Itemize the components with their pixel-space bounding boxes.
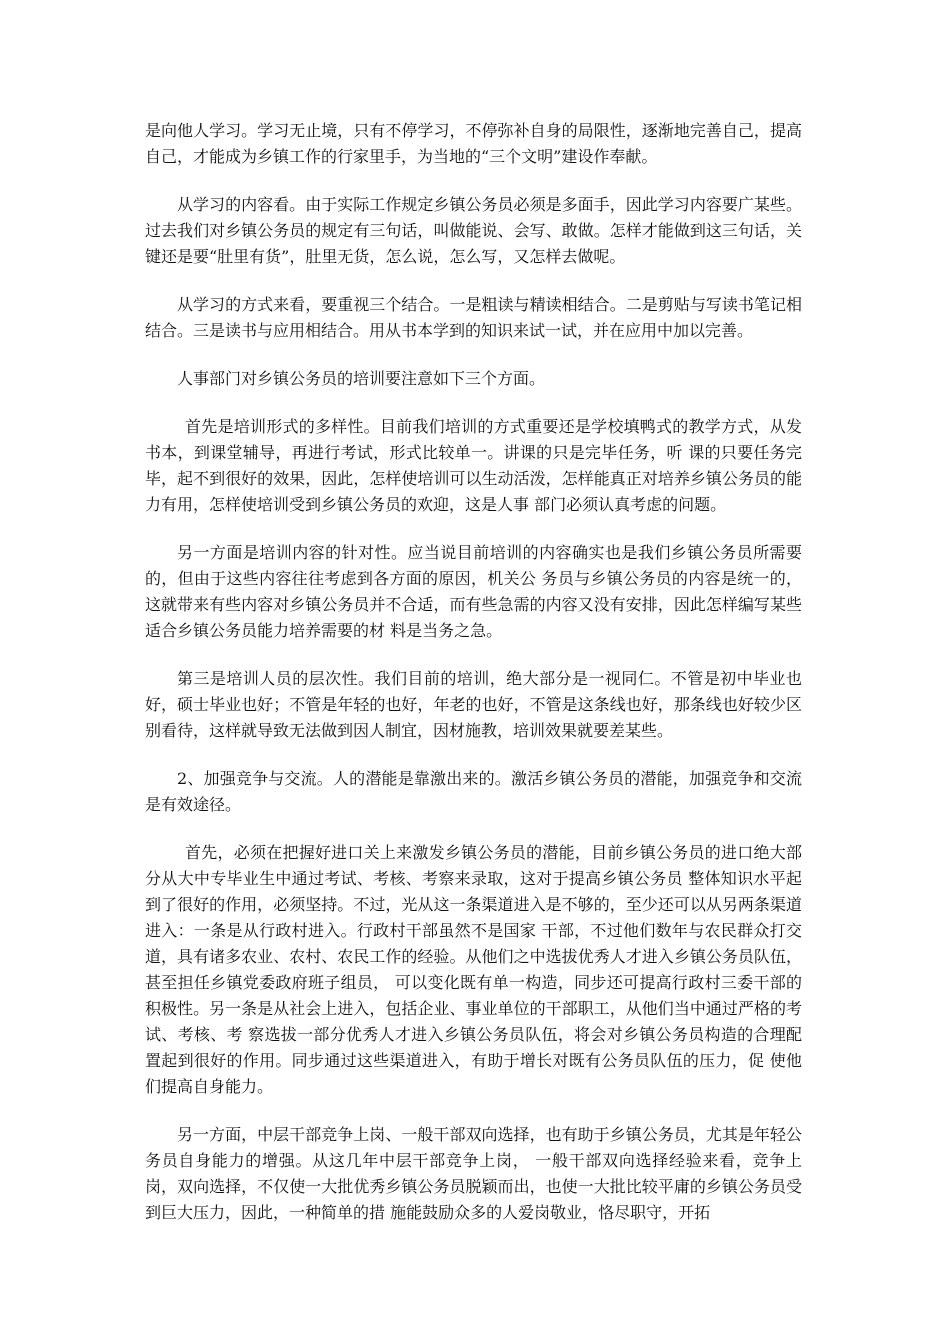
paragraph-1: 是向他人学习。学习无止境，只有不停学习，不停弥补自身的局限性，逐渐地完善自己，提高自己，才能成为乡镇工作的行家里手，为当地的“三个文明”建设作奉献。 bbox=[145, 121, 802, 166]
paragraph-10: 另一方面，中层干部竞争上岗、一般干部双向选择，也有助于乡镇公务员，尤其是年轻公务员自身能力的增强。从这几年中层干部竞争上岗， 一般干部双向选择经验来看，竞争上岗，双向选择，不仅使一大批优秀乡镇公务员脱颖而出，也使一大批比较平庸的乡镇公务员受到巨大压力，因此，一种简单的措 施能鼓励众多的人爱岗敬业，恪尽职守，开拓 bbox=[145, 1125, 802, 1222]
paragraph-2: 从学习的内容看。由于实际工作规定乡镇公务员必须是多面手，因此学习内容要广某些。过去我们对乡镇公务员的规定有三句话，叫做能说、会写、敢做。怎样才能做到这三句话，关键还是要“肚里有货”，肚里无货，怎么说，怎么写，又怎样去做呢。 bbox=[145, 195, 802, 266]
paragraph-3: 从学习的方式来看，要重视三个结合。一是粗读与精读相结合。二是剪贴与写读书笔记相结合。三是读书与应用相结合。用从书本学到的知识来试一试，并在应用中加以完善。 bbox=[145, 295, 802, 340]
paragraph-7: 第三是培训人员的层次性。我们目前的培训，绝大部分是一视同仁。不管是初中毕业也好，硕士毕业也好；不管是年轻的也好，年老的也好，不管是这条线也好，那条线也好较少区别看待，这样就导致无法做到因人制宜，因材施教，培训效果就要差某些。 bbox=[145, 669, 802, 740]
paragraph-9: 首先，必须在把握好进口关上来激发乡镇公务员的潜能，目前乡镇公务员的进口绝大部分从大中专毕业生中通过考试、考核、考察来录取，这对于提高乡镇公务员 整体知识水平起到了很好的作用，必须坚持。不过，光从这一条渠道进入是不够的，至少还可以从另两条渠道进入：一条是从行政村进入。行政村干部虽然不是国家 干部，不过他们数年与农民群众打交道，具有诸多农业、农村、农民工作的经验。从他们之中选拔优秀人才进入乡镇公务员队伍，甚至担任乡镇党委政府班子组员， 可以变化既有单一构造，同步还可提高行政村三委干部的积极性。另一条是从社会上进入，包括企业、事业单位的干部职工，从他们当中通过严格的考试、考核、考 察选拔一部分优秀人才进入乡镇公务员队伍，将会对乡镇公务员构造的合理配置起到很好的作用。同步通过这些渠道进入，有助于增长对既有公务员队伍的压力，促 使他们提高自身能力。 bbox=[145, 843, 802, 1096]
paragraph-8: 2、加强竞争与交流。人的潜能是靠激出来的。激活乡镇公务员的潜能，加强竞争和交流是有效途径。 bbox=[145, 769, 802, 814]
paragraph-4: 人事部门对乡镇公务员的培训要注意如下三个方面。 bbox=[177, 369, 546, 388]
paragraph-5: 首先是培训形式的多样性。目前我们培训的方式重要还是学校填鸭式的教学方式，从发书本，到课堂辅导，再进行考试，形式比较单一。讲课的只是完毕任务，听 课的只要任务完毕，起不到很好的效果，因此，怎样使培训可以生动活泼，怎样能真正对培养乡镇公务员的能力有用，怎样使培训受到乡镇公务员的欢迎，这是人事 部门必须认真考虑的问题。 bbox=[145, 417, 802, 514]
paragraph-6: 另一方面是培训内容的针对性。应当说目前培训的内容确实也是我们乡镇公务员所需要的，但由于这些内容往往考虑到各方面的原因，机关公 务员与乡镇公务员的内容是统一的，这就带来有些内容对乡镇公务员并不合适，而有些急需的内容又没有安排，因此怎样编写某些适合乡镇公务员能力培养需要的材 料是当务之急。 bbox=[145, 543, 802, 640]
